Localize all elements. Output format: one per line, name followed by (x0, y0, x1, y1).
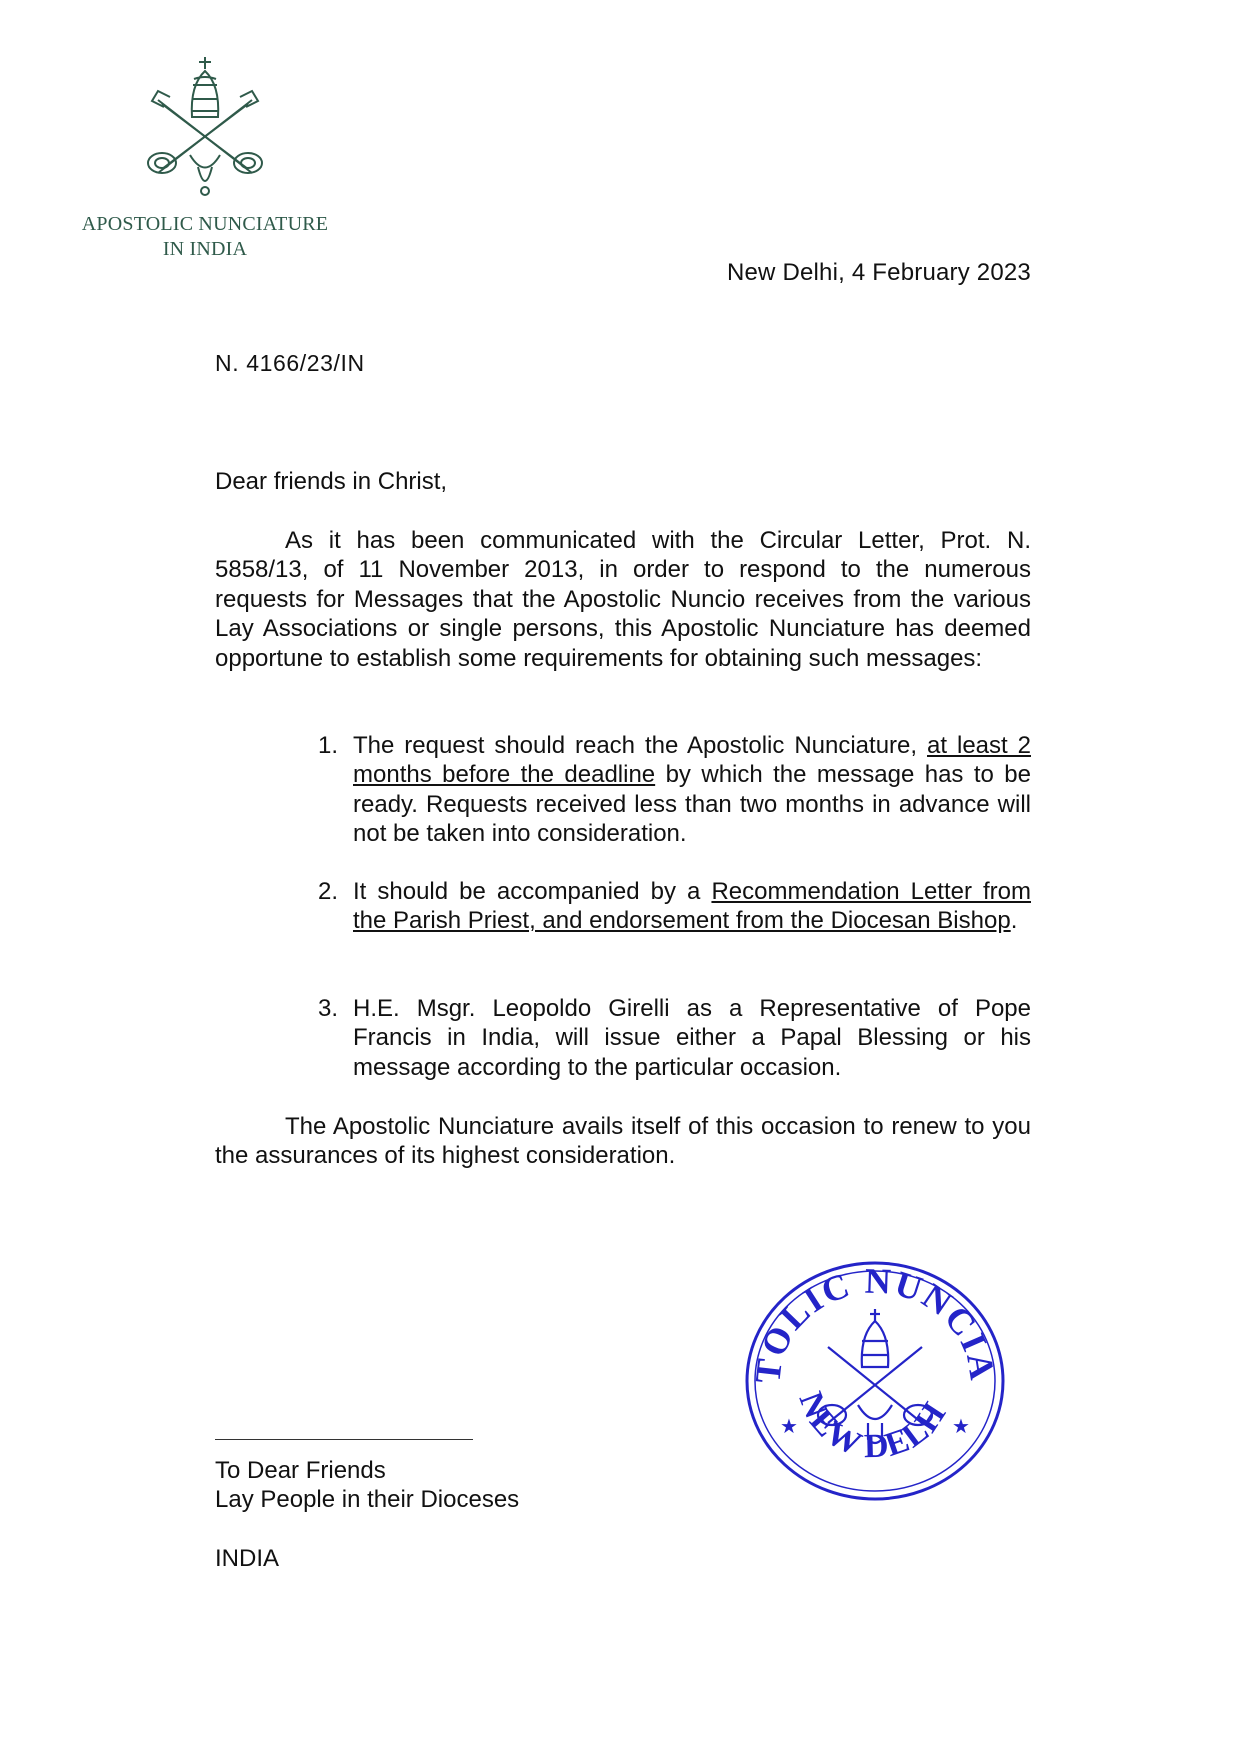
list-item-text-part: It should be accompanied by a (353, 878, 712, 905)
svg-text:NEW DELHI: NEW DELH (791, 1387, 954, 1466)
addressee-block (215, 1456, 519, 1515)
addressee-line-1: To Dear Friends (215, 1457, 386, 1484)
signature-line (215, 1439, 473, 1440)
papal-crest-icon (140, 55, 270, 200)
intro-paragraph: As it has been communicated with the Circular Letter, Prot. N. 5858/13, of 11 November 2013, in order to respond to the numerous requests for Messages that the Apostolic Nuncio receives from the various Lay Associations or single persons, this Apostolic Nunciature has deemed opportune to establish some requirements for obtaining such messages: (215, 527, 1031, 672)
letterhead-organization (50, 212, 360, 262)
list-item-number: 1. (318, 732, 339, 759)
list-item-text (353, 877, 1031, 936)
list-item-underlined: Recommendation Letter from the Parish Priest, and endorsement from the Diocesan Bishop (353, 878, 1031, 935)
svg-text:★: ★ (952, 1414, 970, 1438)
list-item-text-part: . (1010, 907, 1018, 935)
addressee-country: INDIA (215, 1545, 280, 1572)
addressee-line-2: Lay People in their Dioceses (215, 1486, 520, 1514)
list-item-number: 3. (318, 995, 339, 1022)
closing-paragraph: The Apostolic Nunciature avails itself of this occasion to renew to you the assurances of its highest consideration. (215, 1113, 1031, 1170)
list-item-text-part: The request should reach the Apostolic Nunciature, (353, 732, 928, 759)
svg-text:APOSTOLIC NUNCIATURE: TOLIC NUNCIA (747, 1260, 1003, 1386)
list-item-text-part: H.E. Msgr. Leopoldo Girelli as a Representative of Pope Francis in India, will issue either a Papal Blessing or his message according to the particular occasion. (353, 995, 1031, 1081)
letterhead-line-2: IN INDIA (162, 238, 248, 260)
letter-date: New Delhi, 4 February 2023 (726, 259, 1031, 286)
list-item-text-part: by which the message has to be ready. Requests received less than two months in advance will not be taken into consideration. (353, 761, 1031, 848)
salutation: Dear friends in Christ, (215, 468, 448, 495)
svg-text:★: ★ (780, 1414, 798, 1438)
letterhead-line-1: APOSTOLIC NUNCIATURE (81, 213, 329, 235)
list-item-number: 2. (318, 878, 339, 905)
list-item-text (353, 994, 1031, 1082)
reference-number: N. 4166/23/IN (215, 350, 365, 376)
list-item-underlined: at least 2 months before the deadline (353, 732, 1031, 789)
official-seal-icon (740, 1255, 1010, 1507)
list-item-text (353, 731, 1031, 849)
